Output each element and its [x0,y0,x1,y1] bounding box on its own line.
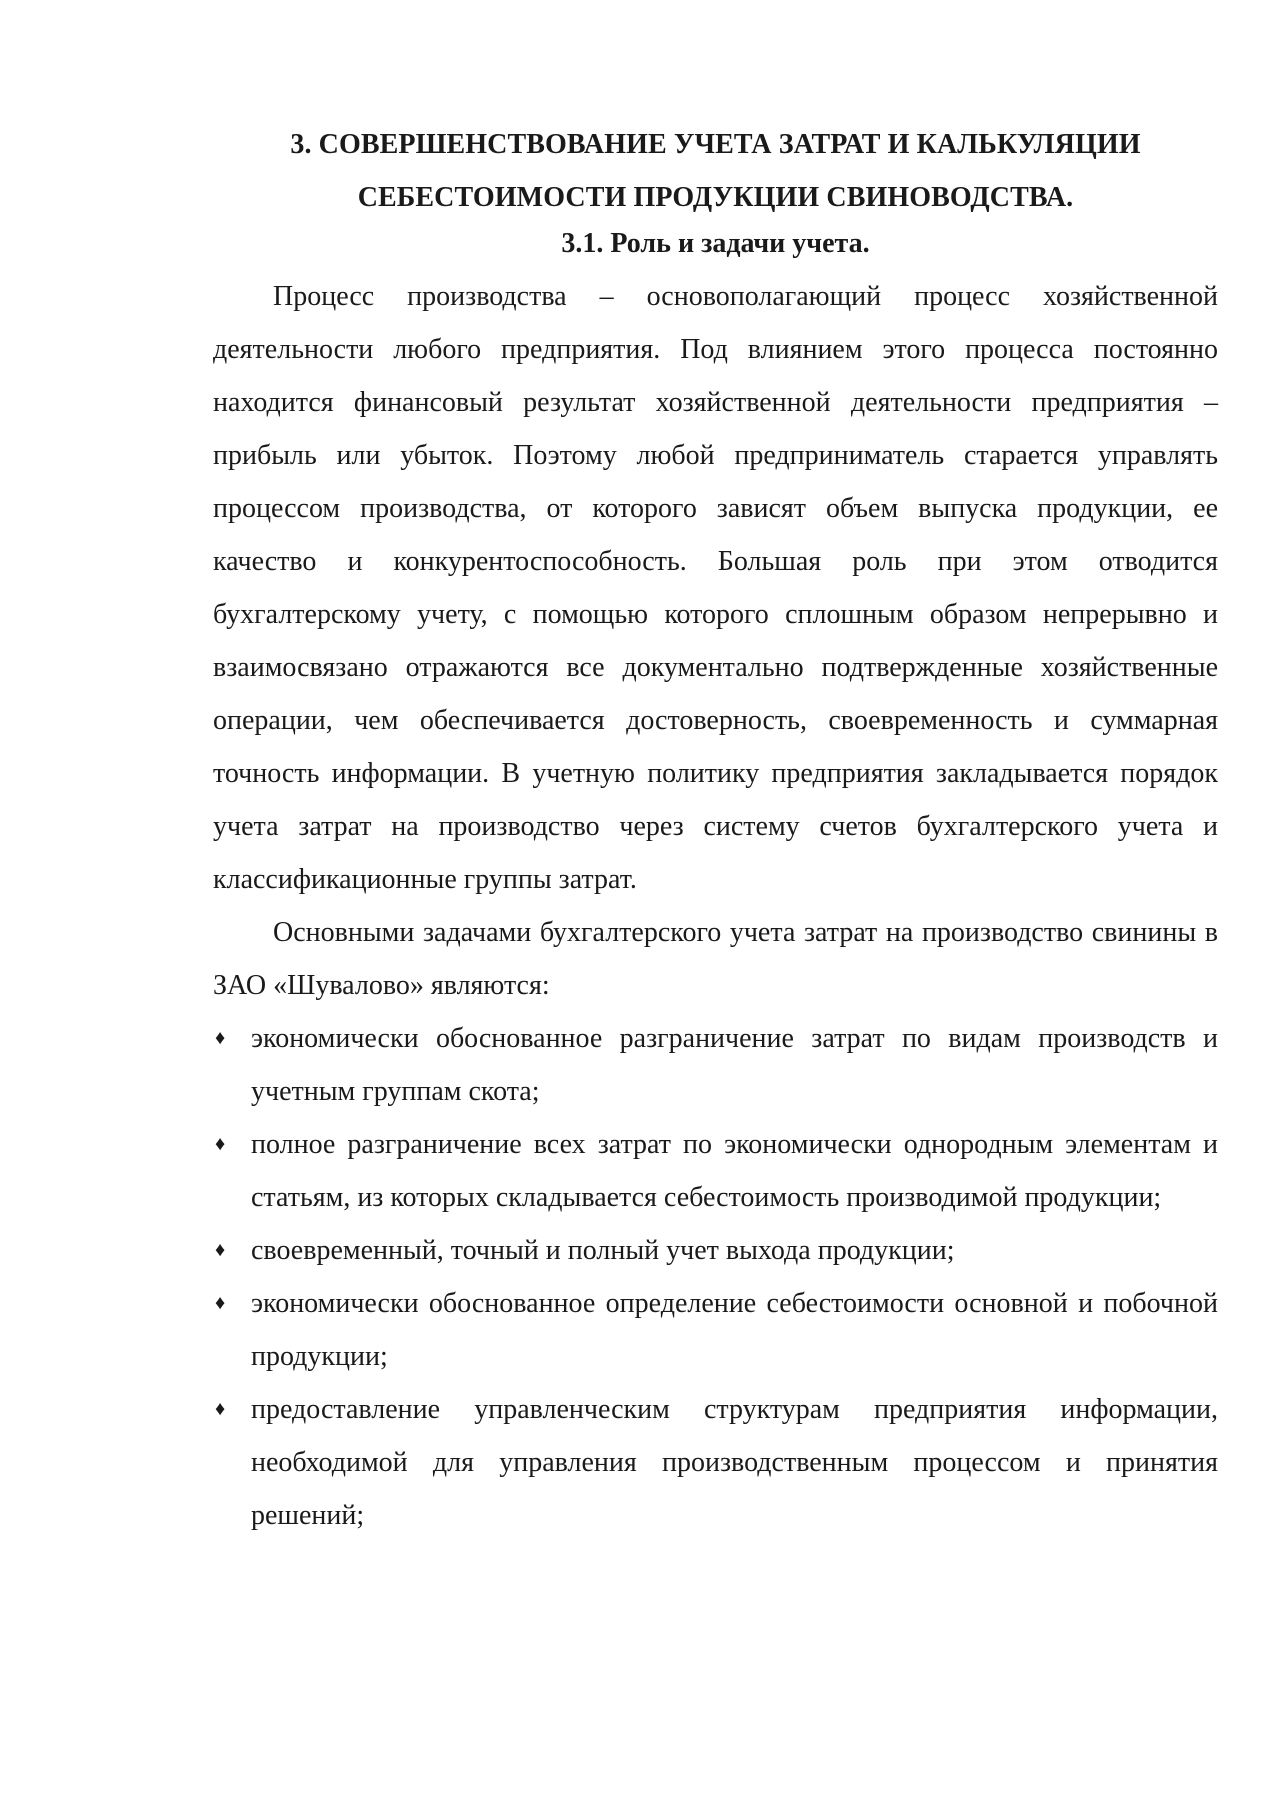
diamond-bullet-icon: ♦ [215,1398,226,1420]
chapter-title-line-2: СЕБЕСТОИМОСТИ ПРОДУКЦИИ СВИНОВОДСТВА. [357,182,1074,213]
list-item-text: полное разграничение всех затрат по экономически однородным элементам и статьям, из которых складывается себестоимость производимой продукции; [251,1129,1218,1213]
list-item-text: экономически обоснованное разграничение затрат по видам производств и учетным группам скота; [251,1023,1218,1107]
list-item-text: предоставление управленческим структурам предприятия информации, необходимой для управления производственным процессом и принятия решений; [251,1394,1218,1531]
section-title: 3.1. Роль и задачи учета. [561,228,870,259]
chapter-title [213,118,1218,224]
tasks-list [213,1012,1218,1542]
list-item [213,1118,1218,1224]
diamond-bullet-icon: ♦ [215,1027,226,1049]
diamond-bullet-icon: ♦ [215,1133,226,1155]
list-item-text: своевременный, точный и полный учет выхода продукции; [251,1235,955,1266]
chapter-title-line-1: 3. СОВЕРШЕНСТВОВАНИЕ УЧЕТА ЗАТРАТ И КАЛЬКУЛЯЦИИ [290,129,1141,160]
list-item [213,1012,1218,1118]
list-item [213,1224,1218,1277]
list-item-text: экономически обоснованное определение себестоимости основной и побочной продукции; [251,1288,1218,1372]
paragraph-tasks-intro: Основными задачами бухгалтерского учета затрат на производство свинины в ЗАО «Шувалово» являются: [213,917,1218,1001]
list-item [213,1277,1218,1383]
document-page [213,118,1218,1542]
diamond-bullet-icon: ♦ [215,1292,226,1314]
list-item [213,1383,1218,1542]
paragraph-process: Процесс производства – основополагающий процесс хозяйственной деятельности любого предприятия. Под влиянием этого процесса постоянно находится финансовый результат хозяйственной деятельности предприятия – прибыль или убыток. Поэтому любой предприниматель старается управлять процессом производства, от которого зависят объем выпуска продукции, ее качество и конкурентоспособность. Большая роль при этом отводится бухгалтерскому учету, с помощью которого сплошным образом непрерывно и взаимосвязано отражаются все документально подтвержденные хозяйственные операции, чем обеспечивается достоверность, своевременность и суммарная точность информации. В учетную политику предприятия закладывается порядок учета затрат на производство через систему счетов бухгалтерского учета и классификационные группы затрат. [213,281,1218,895]
diamond-bullet-icon: ♦ [215,1239,226,1261]
